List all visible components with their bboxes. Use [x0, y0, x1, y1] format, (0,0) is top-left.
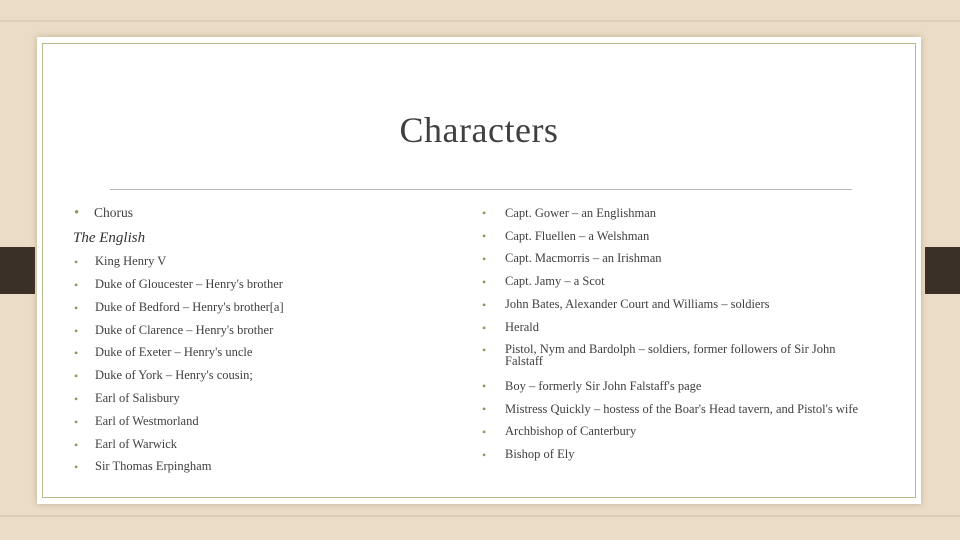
- bullet: •: [74, 278, 79, 292]
- bullet: •: [74, 460, 79, 474]
- list-item: Capt. Macmorris – an Irishman: [505, 251, 662, 265]
- slide: [37, 37, 921, 504]
- list-item: Earl of Warwick: [95, 437, 178, 451]
- bullet: •: [482, 343, 487, 357]
- bullet: •: [74, 438, 79, 452]
- bullet: •: [74, 324, 79, 338]
- bullet: •: [74, 369, 79, 383]
- list-item: Earl of Salisbury: [95, 391, 180, 405]
- list-item: Pistol, Nym and Bardolph – soldiers, former followers of Sir John Falstaff: [505, 342, 836, 368]
- list-item: Sir Thomas Erpingham: [95, 459, 212, 473]
- list-item: Earl of Westmorland: [95, 414, 199, 428]
- list-item: John Bates, Alexander Court and Williams – soldiers: [505, 297, 770, 311]
- list-item: Herald: [505, 320, 540, 334]
- bullet: •: [482, 425, 487, 439]
- bullet: •: [74, 301, 79, 315]
- bullet: •: [482, 379, 487, 393]
- bullet: •: [482, 275, 487, 289]
- list-item: Capt. Jamy – a Scot: [505, 274, 605, 288]
- background-grain: [0, 515, 960, 517]
- list-item: Boy – formerly Sir John Falstaff's page: [505, 379, 702, 393]
- list-item: Capt. Fluellen – a Welshman: [505, 229, 650, 243]
- list-item: King Henry V: [95, 254, 167, 268]
- list-item: Duke of Exeter – Henry's uncle: [95, 345, 253, 359]
- bullet: •: [74, 346, 79, 360]
- slide-title: Characters: [399, 110, 559, 150]
- bullet: •: [482, 321, 487, 335]
- bullet: •: [482, 252, 487, 266]
- list-item: Duke of Gloucester – Henry's brother: [95, 277, 283, 291]
- subheading-english: The English: [73, 230, 146, 246]
- bullet: •: [74, 392, 79, 406]
- bullet: •: [74, 415, 79, 429]
- list-item: Mistress Quickly – hostess of the Boar's Head tavern, and Pistol's wife: [505, 402, 859, 416]
- list-item: Capt. Gower – an Englishman: [505, 206, 657, 220]
- bullet: •: [482, 229, 487, 243]
- bullet: •: [482, 298, 487, 312]
- bullet: •: [482, 448, 487, 462]
- right-dark-tab: [925, 247, 960, 294]
- title-rule: [110, 189, 852, 190]
- background-grain: [0, 20, 960, 22]
- bullet: •: [482, 206, 487, 220]
- list-item: Archbishop of Canterbury: [505, 424, 637, 438]
- list-item-chorus: Chorus: [94, 205, 134, 220]
- left-dark-tab: [0, 247, 35, 294]
- list-item: Duke of Bedford – Henry's brother[a]: [95, 300, 284, 314]
- bullet: •: [74, 205, 80, 221]
- list-item: Bishop of Ely: [505, 447, 575, 461]
- list-item: Duke of York – Henry's cousin;: [95, 368, 253, 382]
- list-item: Duke of Clarence – Henry's brother: [95, 323, 274, 337]
- bullet: •: [74, 255, 79, 269]
- bullet: •: [482, 402, 487, 416]
